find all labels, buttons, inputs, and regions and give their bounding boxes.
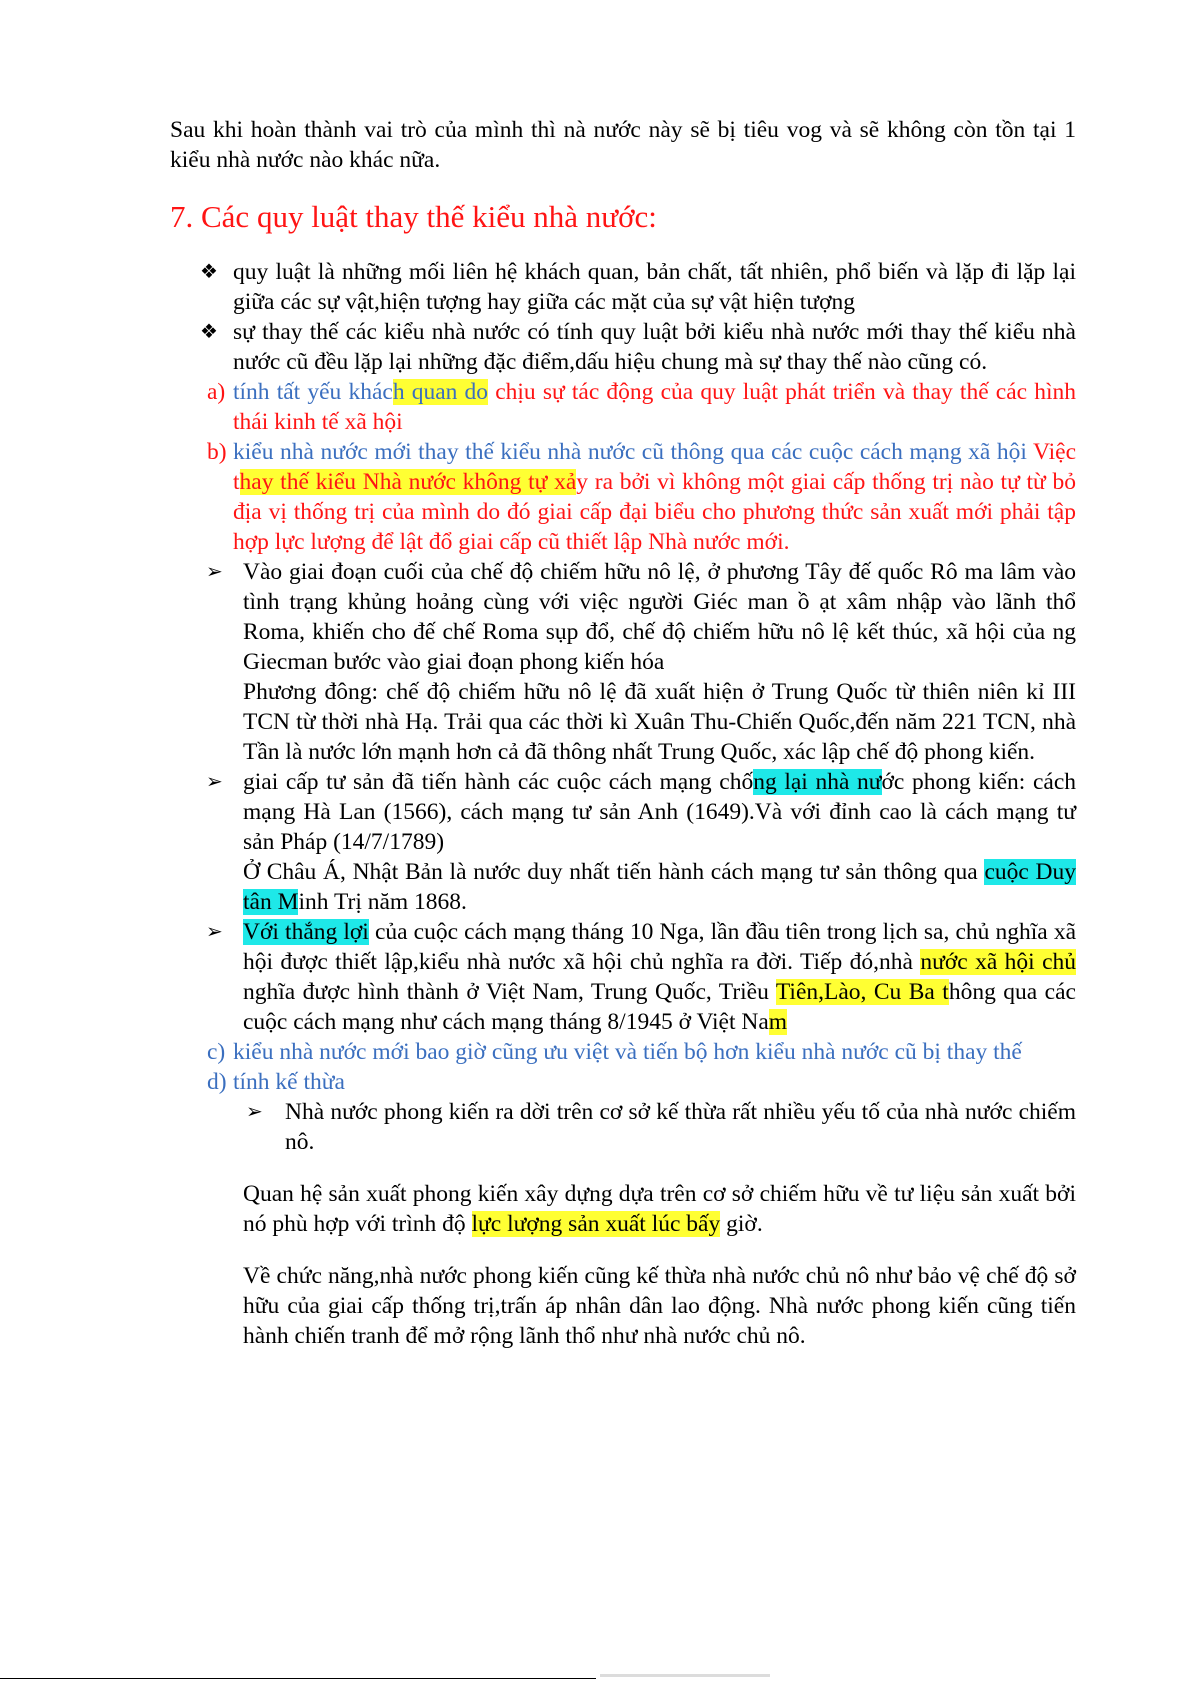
list-item-a: a) tính tất yếu khách quan do chịu sự tác động của quy luật phát triển và thay thế các hình thái kinh tế xã hội: [207, 379, 1077, 435]
footer-mark: [600, 1674, 770, 1677]
arrow-bullet-icon: ➢: [206, 561, 223, 583]
paragraph: Về chức năng,nhà nước phong kiến cũng kế thừa nhà nước chủ nô như bảo vệ chế độ sở hữu của giai cấp thống trị,trấn áp nhân dân lao động. Nhà nước phong kiến cũng tiến hành chiến tranh để mở rộng lãnh thổ như nhà nước chủ nô.: [243, 1263, 1076, 1349]
list-marker: d): [207, 1069, 227, 1095]
list-marker: a): [207, 379, 226, 405]
arrow-bullet-icon: ➢: [206, 921, 223, 943]
section-body: [170, 257, 1076, 1351]
diamond-bullet-icon: ❖: [200, 261, 218, 283]
list-item-b: b) kiểu nhà nước mới thay thế kiểu nhà nước cũ thông qua các cuộc cách mạng xã hội Việc thay thế kiểu Nhà nước không tự xảy ra bởi vì không một giai cấp thống trị nào tự từ bỏ địa vị thống trị của mình do đó giai cấp đại biểu cho phương thức sản xuất mới phải tập hợp lực lượng để lật đổ giai cấp cũ thiết lập Nhà nước mới.: [207, 439, 1076, 555]
arrow-bullet-item: ➢ Vào giai đoạn cuối của chế độ chiếm hữu nô lệ, ở phương Tây đế quốc Rô ma lâm vào tình trạng khủng hoảng cùng với việc người Giéc man ồ ạt xâm nhập vào lãnh thổ Roma, khiến cho đế chế Roma sụp đổ, chế độ chiếm hữu nô lệ kết thúc, xã hội của ng Giecman bước vào giai đoạn phong kiến hóa Phương đông: chế độ chiếm hữu nô lệ đã xuất hiện ở Trung Quốc từ thiên niên kỉ III TCN từ thời nhà Hạ. Trải qua các thời kì Xuân Thu-Chiến Quốc,đến năm 221 TCN, nhà Tần là nước lớn mạnh hơn cả đã thông nhất Trung Quốc, xác lập chế độ phong kiến.: [206, 559, 1076, 765]
section-heading: 7. Các quy luật thay thế kiểu nhà nước:: [170, 199, 657, 234]
highlight: hay thế kiểu Nhà nước không tự xả: [239, 469, 577, 495]
arrow-bullet-item: ➢ Với thắng lợi của cuộc cách mạng tháng 10 Nga, lần đầu tiên trong lịch sa, chủ nghĩa xã hội được thiết lập,kiểu nhà nước xã hội chủ nghĩa ra đời. Tiếp đó,nhà nước xã hội chủ nghĩa được hình thành ở Việt Nam, Trung Quốc, Triều Tiên,Lào, Cu Ba thông qua các cuộc cách mạng như cách mạng tháng 8/1945 ở Việt Nam: [206, 919, 1077, 1035]
highlight: Với thắng lợi: [243, 919, 369, 945]
highlight: m: [768, 1009, 788, 1035]
list-marker: c): [207, 1039, 226, 1065]
highlight: nước xã hội chủ: [920, 949, 1077, 975]
intro-paragraph: Sau khi hoàn thành vai trò của mình thì nà nước này sẽ bị tiêu vog và sẽ không còn tồn tại 1 kiểu nhà nước nào khác nữa.: [170, 117, 1076, 173]
list-item-c: c) kiểu nhà nước mới bao giờ cũng ưu việt và tiến bộ hơn kiểu nhà nước cũ bị thay thế: [207, 1039, 1022, 1065]
paragraph: Quan hệ sản xuất phong kiến xây dựng dựa trên cơ sở chiếm hữu về tư liệu sản xuất bởi nó phù hợp với trình độ lực lượng sản xuất lúc bấy giờ.: [243, 1181, 1076, 1237]
highlight: cuộc Duy tân M: [243, 859, 1076, 915]
arrow-bullet-icon: ➢: [246, 1101, 263, 1123]
list-item-d: d) tính kế thừa: [207, 1069, 345, 1095]
diamond-bullet-icon: ❖: [200, 321, 218, 343]
diamond-bullet-item: ❖ sự thay thế các kiểu nhà nước có tính quy luật bởi kiểu nhà nước mới thay thế kiểu nhà nước cũ đều lặp lại những đặc điểm,dấu hiệu chung mà sự thay thế nào cũng có.: [200, 319, 1076, 375]
highlight: h quan do: [392, 379, 489, 405]
diamond-bullet-item: ❖ quy luật là những mối liên hệ khách quan, bản chất, tất nhiên, phổ biến và lặp đi lặp lại giữa các sự vật,hiện tượng hay giữa các mặt của sự vật hiện tượng: [200, 259, 1076, 315]
arrow-bullet-item: ➢ Nhà nước phong kiến ra dời trên cơ sở kế thừa rất nhiều yếu tố của nhà nước chiếm nô.: [246, 1099, 1076, 1155]
arrow-bullet-item: ➢ giai cấp tư sản đã tiến hành các cuộc cách mạng chống lại nhà nước phong kiến: cách mạng Hà Lan (1566), cách mạng tư sản Anh (1649).Và với đỉnh cao là cách mạng tư sản Pháp (14/7/1789) Ở Châu Á, Nhật Bản là nước duy nhất tiến hành cách mạng tư sản thông qua cuộc Duy tân Minh Trị năm 1868.: [206, 769, 1077, 915]
footer-rule: [0, 1678, 596, 1679]
highlight: Tiên,Lào, Cu Ba t: [775, 979, 949, 1005]
highlight: lực lượng sản xuất lúc bấy: [471, 1211, 721, 1237]
highlight: ng lại nhà nư: [753, 769, 882, 795]
list-marker: b): [207, 439, 227, 465]
arrow-bullet-icon: ➢: [206, 771, 223, 793]
